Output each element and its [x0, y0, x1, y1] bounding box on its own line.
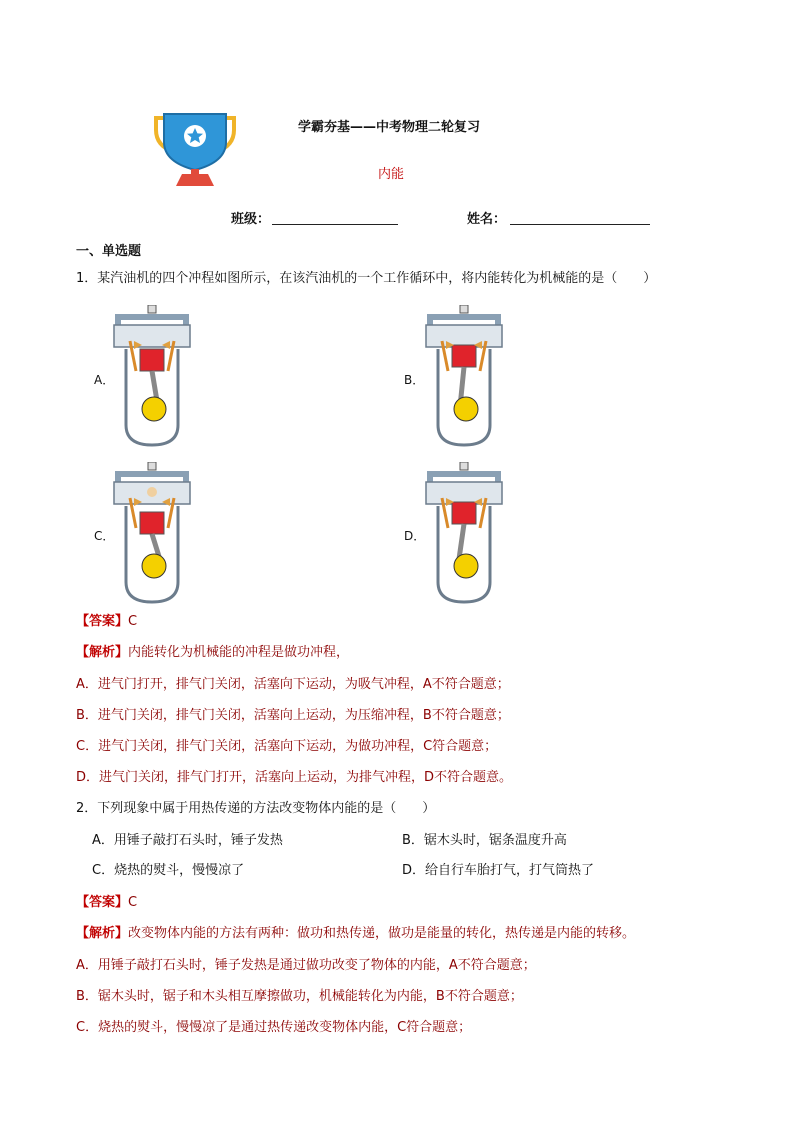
- engine-drawing: [426, 462, 502, 602]
- q2-analysis-line-b: B．锯木头时，锯子和木头相互摩擦做功，机械能转化为内能，B不符合题意；: [76, 989, 523, 1004]
- trophy-logo: [152, 112, 238, 188]
- q1-answer: [76, 613, 137, 631]
- q1-figure-label-a: A．: [94, 373, 115, 387]
- q2-option-b[interactable]: B．锯木头时，锯条温度升高: [402, 833, 567, 848]
- class-blank[interactable]: [272, 210, 398, 225]
- q1-analysis-line-b: B．进气门关闭，排气门关闭，活塞向上运动，为压缩冲程，B不符合题意；: [76, 708, 510, 723]
- name-label: 姓名：: [467, 212, 507, 227]
- analysis-tag: 【解析】: [76, 926, 129, 941]
- q2-option-c[interactable]: C．烧热的熨斗，慢慢凉了: [92, 863, 245, 878]
- q1-analysis: [76, 644, 349, 662]
- engine-figure-b: [424, 305, 504, 447]
- analysis-text: 改变物体内能的方法有两种：做功和热传递，做功是能量的转化，热传递是内能的转移。: [128, 926, 636, 941]
- q2-analysis: [76, 925, 635, 943]
- analysis-text: 内能转化为机械能的冲程是做功冲程，: [128, 645, 350, 660]
- engine-drawing: [426, 305, 502, 445]
- page-subtitle: 内能: [378, 167, 405, 182]
- name-blank[interactable]: [510, 210, 650, 225]
- engine-figure-a: [112, 305, 192, 447]
- engine-figure-d: [424, 462, 504, 604]
- class-label: 班级：: [231, 212, 271, 227]
- q2-analysis-line-a: A．用锤子敲打石头时，锤子发热是通过做功改变了物体的内能，A不符合题意；: [76, 958, 536, 973]
- q1-analysis-line-a: A．进气门打开，排气门关闭，活塞向下运动，为吸气冲程，A不符合题意；: [76, 677, 510, 692]
- q1-analysis-line-c: C．进气门关闭，排气门关闭，活塞向下运动，为做功冲程，C符合题意；: [76, 739, 498, 754]
- page-title: 学霸夯基——中考物理二轮复习: [298, 120, 481, 135]
- answer-tag: 【答案】: [76, 895, 129, 910]
- section-title: 一、单选题: [76, 244, 142, 259]
- question-2-stem: 2．下列现象中属于用热传递的方法改变物体内能的是（ ）: [76, 801, 436, 816]
- q2-answer: [76, 894, 137, 912]
- q1-figure-label-d: D．: [404, 529, 426, 543]
- q1-figure-label-c: C．: [94, 529, 115, 543]
- engine-drawing: [114, 462, 190, 602]
- q2-option-a[interactable]: A．用锤子敲打石头时，锤子发热: [92, 833, 283, 848]
- answer-value: C: [128, 614, 138, 629]
- question-1-stem: 1．某汽油机的四个冲程如图所示，在该汽油机的一个工作循环中，将内能转化为机械能的是（ ）: [76, 271, 657, 286]
- q1-analysis-line-d: D．进气门关闭，排气门打开，活塞向上运动，为排气冲程，D不符合题意。: [76, 770, 513, 785]
- answer-value: C: [128, 895, 138, 910]
- q2-analysis-line-c: C．烧热的熨斗，慢慢凉了是通过热传递改变物体内能，C符合题意；: [76, 1020, 472, 1035]
- analysis-tag: 【解析】: [76, 645, 129, 660]
- q2-option-d[interactable]: D．给自行车胎打气，打气筒热了: [402, 863, 595, 878]
- q1-figure-label-b: B．: [404, 373, 425, 387]
- engine-figure-c: [112, 462, 192, 604]
- answer-tag: 【答案】: [76, 614, 129, 629]
- engine-drawing: [114, 305, 190, 445]
